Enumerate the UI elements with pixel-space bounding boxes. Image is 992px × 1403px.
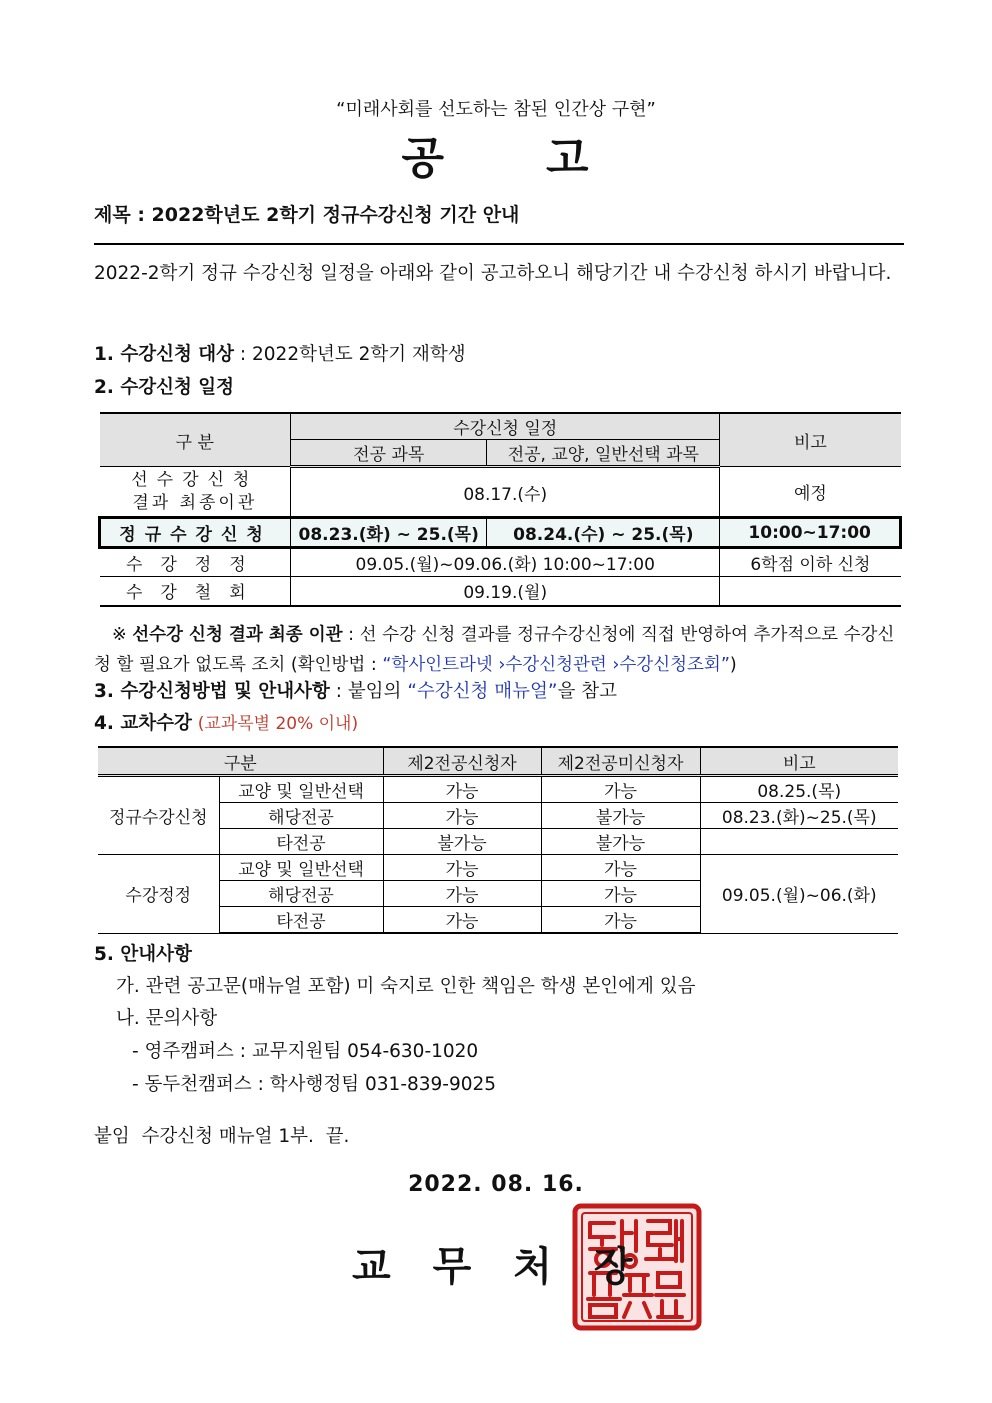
cross-cell-non: 불가능 [541, 829, 700, 855]
cross-cell-note [700, 829, 898, 855]
signer-char: 무 [432, 1244, 472, 1290]
cross-cell-type: 타전공 [219, 907, 383, 934]
attachment-line: 붙임 수강신청 매뉴얼 1부. 끝. [94, 1126, 350, 1147]
section-3 [94, 677, 617, 703]
schedule-row-date: 09.19.(월) [291, 577, 720, 606]
section-4-label: 4. 교차수강 [94, 713, 192, 734]
schedule-row-label [100, 467, 291, 518]
schedule-header-note: 비고 [720, 413, 901, 467]
note-path: “학사인트라넷 ›수강신청관련 ›수강신청조회” [382, 655, 730, 675]
schedule-row-major-date: 08.23.(화) ~ 25.(목) [291, 518, 487, 548]
note-mark: ※ [112, 625, 127, 645]
cross-cell-second: 가능 [383, 803, 541, 829]
cross-cell-non: 가능 [541, 881, 700, 907]
cross-cell-type: 교양 및 일반선택 [219, 776, 383, 803]
note-text: : 선 수강 신청 결과를 정규수강신청에 직접 반영하여 추가적으로 수강신청 할 필요가 없도록 조치 (확인방법 : [94, 625, 895, 675]
schedule-header-period: 수강신청 일정 [291, 413, 720, 440]
section-2 [94, 373, 234, 399]
section-4-limit: (교과목별 20% 이내) [197, 714, 359, 734]
cross-group-label: 정규수강신청 [98, 776, 219, 855]
slogan: “미래사회를 선도하는 참된 인간상 구현” [336, 99, 656, 120]
schedule-header-major: 전공 과목 [291, 440, 487, 467]
schedule-row-note: 10:00~17:00 [720, 518, 901, 548]
schedule-row-date: 08.17.(수) [291, 467, 720, 518]
cross-header-gubun: 구분 [98, 747, 383, 776]
cross-cell-note: 08.23.(화)~25.(목) [700, 803, 898, 829]
intro-paragraph: 2022-2학기 정규 수강신청 일정을 아래와 같이 공고하오니 해당기간 내 수강신청 하시기 바랍니다. [94, 263, 892, 284]
manual-reference: “수강신청 매뉴얼” [407, 681, 558, 702]
section-4 [94, 709, 358, 735]
cross-cell-non: 가능 [541, 776, 700, 803]
schedule-row-general-date: 08.24.(수) ~ 25.(목) [487, 518, 720, 548]
schedule-table [98, 412, 902, 607]
cross-cell-type: 타전공 [219, 829, 383, 855]
cross-enrollment-table [98, 746, 898, 934]
contact-yeongju: - 영주캠퍼스 : 교무지원팀 054-630-1020 [132, 1041, 479, 1062]
schedule-row-note: 6학점 이하 신청 [720, 548, 901, 577]
schedule-row-label-line: 선수강신청 [131, 469, 259, 490]
schedule-row-label: 수강정정 [100, 548, 291, 577]
cross-cell-second: 가능 [383, 776, 541, 803]
schedule-row-label-line: 결과 최종이관 [132, 492, 258, 513]
signer [352, 1235, 675, 1292]
section-5 [94, 940, 192, 966]
cross-cell-second: 가능 [383, 855, 541, 881]
signer-char: 장 [593, 1244, 633, 1290]
cross-cell-second: 가능 [383, 881, 541, 907]
cross-cell-type: 해당전공 [219, 803, 383, 829]
cross-group-label: 수강정정 [98, 855, 219, 934]
schedule-row-note [720, 577, 901, 606]
contact-dongducheon: - 동두천캠퍼스 : 학사행정팀 031-839-9025 [132, 1074, 497, 1095]
section-1 [94, 340, 466, 366]
signer-char: 처 [513, 1244, 552, 1290]
cross-cell-non: 불가능 [541, 803, 700, 829]
cross-cell-type: 교양 및 일반선택 [219, 855, 383, 881]
subject-line: 제목 : 2022학년도 2학기 정규수강신청 기간 안내 [94, 204, 520, 226]
note-close: ) [729, 655, 737, 675]
section-3-label: 3. 수강신청방법 및 안내사항 [94, 681, 330, 702]
section-3-tail: 을 참고 [557, 681, 617, 702]
notice-title [0, 122, 992, 186]
schedule-header-gubun: 구 분 [100, 413, 291, 467]
cross-cell-non: 가능 [541, 855, 700, 881]
transfer-note [94, 620, 899, 680]
schedule-row-date: 09.05.(월)~09.06.(화) 10:00~17:00 [291, 548, 720, 577]
section-1-label: 1. 수강신청 대상 [94, 344, 235, 365]
schedule-header-general: 전공, 교양, 일반선택 과목 [487, 440, 720, 467]
cross-cell-type: 해당전공 [219, 881, 383, 907]
notice-date: 2022. 08. 16. [408, 1172, 584, 1197]
signer-char: 교 [352, 1244, 391, 1290]
cross-header-nonsecond: 제2전공미신청자 [541, 747, 700, 776]
cross-cell-note: 08.25.(목) [700, 776, 898, 803]
section-2-label: 2. 수강신청 일정 [94, 377, 235, 398]
note-bold: 선수강 신청 결과 최종 이관 [132, 625, 343, 645]
section-3-text: : 붙임의 [329, 681, 408, 702]
schedule-row-note: 예정 [720, 467, 901, 518]
schedule-row-label: 정규수강신청 [100, 518, 291, 548]
guide-item-na: 나. 문의사항 [116, 1008, 218, 1029]
cross-cell-second: 불가능 [383, 829, 541, 855]
title-divider [94, 243, 904, 245]
guide-item-ga: 가. 관련 공고문(매뉴얼 포함) 미 숙지로 인한 책임은 학생 본인에게 있음 [116, 976, 696, 997]
cross-cell-note: 09.05.(월)~06.(화) [700, 855, 898, 934]
section-1-text: : 2022학년도 2학기 재학생 [234, 344, 466, 365]
notice-title-char: 고 [546, 133, 591, 184]
cross-header-second: 제2전공신청자 [383, 747, 541, 776]
cross-cell-second: 가능 [383, 907, 541, 934]
cross-cell-non: 가능 [541, 907, 700, 934]
notice-title-char: 공 [401, 133, 446, 184]
section-5-label: 5. 안내사항 [94, 944, 192, 965]
cross-header-note: 비고 [700, 747, 898, 776]
schedule-row-label: 수강철회 [100, 577, 291, 606]
